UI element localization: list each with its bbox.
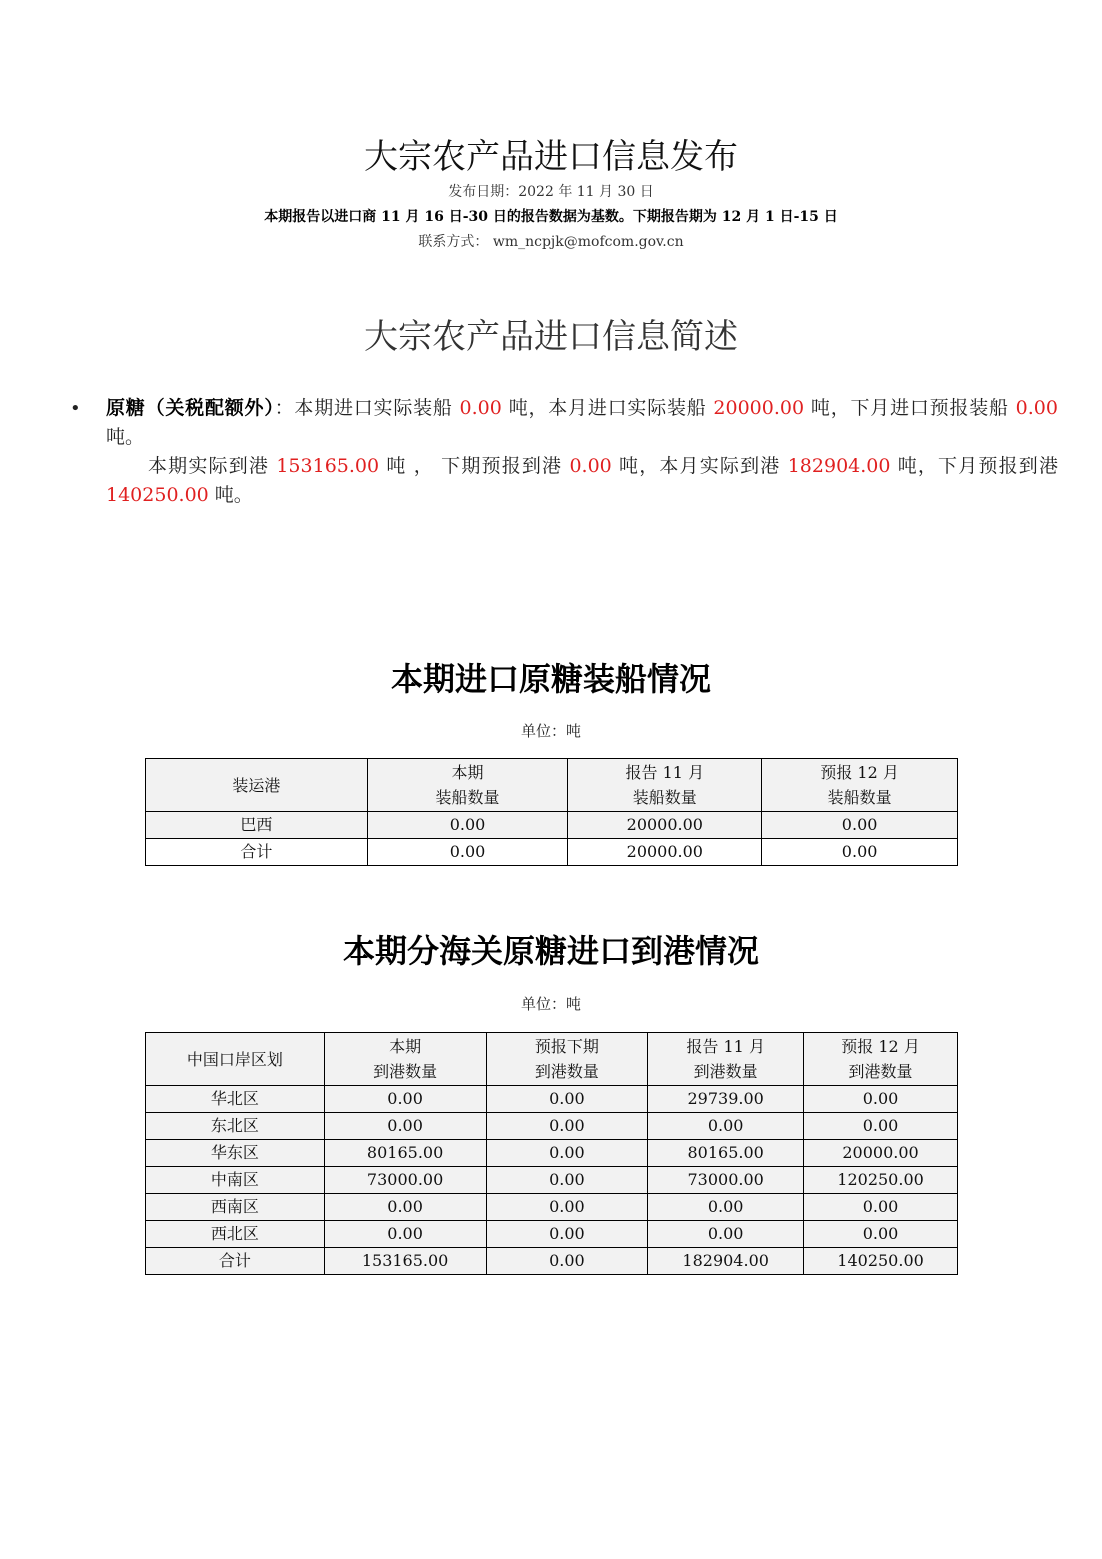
table-cell: 20000.00: [568, 839, 762, 866]
table-cell: 120250.00: [804, 1167, 958, 1194]
column-header: 预报下期 到港数量: [486, 1033, 648, 1086]
summary-value: 140250.00: [106, 484, 209, 506]
table-cell: 0.00: [648, 1221, 804, 1248]
table-cell: 73000.00: [324, 1167, 486, 1194]
table-cell: 0.00: [804, 1221, 958, 1248]
summary-line-1: [106, 394, 1058, 452]
table-cell: 华东区: [146, 1140, 325, 1167]
table-row-total: [146, 1248, 958, 1275]
table-cell: 华北区: [146, 1086, 325, 1113]
table-cell: 80165.00: [324, 1140, 486, 1167]
period-note: 本期报告以进口商 11 月 16 日-30 日的报告数据为基数。下期报告期为 12 月 1 日-15 日: [264, 209, 838, 225]
table-cell: 西南区: [146, 1194, 325, 1221]
table-cell: 0.00: [804, 1113, 958, 1140]
table-cell: 0.00: [762, 812, 958, 839]
summary-text: 吨。: [106, 426, 145, 448]
table-row: [146, 1086, 958, 1113]
table-cell: 0.00: [324, 1086, 486, 1113]
summary-block: [70, 394, 1058, 510]
summary-text: ：本期进口实际装船: [274, 397, 460, 419]
table-cell: 合计: [146, 1248, 325, 1275]
summary-value: 0.00: [569, 455, 612, 477]
column-header: 本期 装船数量: [367, 759, 568, 812]
column-header: 中国口岸区划: [146, 1033, 325, 1086]
column-header: 预报 12 月 装船数量: [762, 759, 958, 812]
summary-value: 0.00: [459, 397, 502, 419]
table-cell: 0.00: [324, 1194, 486, 1221]
column-header: 装运港: [146, 759, 368, 812]
table-cell: 0.00: [486, 1221, 648, 1248]
summary-line-2: [106, 452, 1058, 510]
summary-text: 本期实际到港: [148, 455, 277, 477]
summary-text: 吨，本月实际到港: [611, 455, 788, 477]
table-row: [146, 1194, 958, 1221]
table-cell: 140250.00: [804, 1248, 958, 1275]
summary-text: 吨，下月进口预报装船: [804, 397, 1016, 419]
bullet-icon: •: [70, 398, 81, 419]
table-cell: 0.00: [486, 1140, 648, 1167]
table-row: [146, 1167, 958, 1194]
table-cell: 29739.00: [648, 1086, 804, 1113]
arrival-table-title: 本期分海关原糖进口到港情况: [342, 932, 759, 970]
table-cell: 0.00: [648, 1194, 804, 1221]
summary-text: 吨，本月进口实际装船: [501, 397, 714, 419]
table-cell: 0.00: [648, 1113, 804, 1140]
table-cell: 0.00: [804, 1086, 958, 1113]
table-row: [146, 1221, 958, 1248]
table-cell: 0.00: [486, 1248, 648, 1275]
summary-value: 182904.00: [787, 455, 891, 477]
table-cell: 合计: [146, 839, 368, 866]
table-row: [146, 812, 958, 839]
table-cell: 0.00: [804, 1194, 958, 1221]
column-header: 报告 11 月 装船数量: [568, 759, 762, 812]
summary-value: 153165.00: [276, 455, 380, 477]
table-cell: 80165.00: [648, 1140, 804, 1167]
column-header: 预报 12 月 到港数量: [804, 1033, 958, 1086]
page-title: 大宗农产品进口信息发布: [364, 137, 738, 177]
table-cell: 西北区: [146, 1221, 325, 1248]
table-cell: 0.00: [367, 812, 568, 839]
arrival-unit: 单位：吨: [520, 995, 581, 1013]
summary-text: 吨。: [208, 484, 253, 506]
summary-value: 0.00: [1015, 397, 1058, 419]
table-cell: 0.00: [367, 839, 568, 866]
summary-text: 吨，下月预报到港: [890, 455, 1058, 477]
table-header-row: [146, 759, 958, 812]
table-cell: 0.00: [486, 1194, 648, 1221]
publish-date: 发布日期：2022 年 11 月 30 日: [448, 184, 654, 200]
table-cell: 0.00: [324, 1221, 486, 1248]
column-header: 本期 到港数量: [324, 1033, 486, 1086]
table-cell: 20000.00: [568, 812, 762, 839]
table-cell: 73000.00: [648, 1167, 804, 1194]
table-cell: 中南区: [146, 1167, 325, 1194]
summary-value: 20000.00: [713, 397, 805, 419]
table-cell: 0.00: [486, 1086, 648, 1113]
table-cell: 0.00: [486, 1113, 648, 1140]
column-header: 报告 11 月 到港数量: [648, 1033, 804, 1086]
table-row: [146, 839, 958, 866]
shipping-unit: 单位：吨: [520, 722, 581, 740]
summary-text: 吨 ， 下期预报到港: [379, 455, 570, 477]
table-cell: 0.00: [762, 839, 958, 866]
table-cell: 182904.00: [648, 1248, 804, 1275]
shipping-table-title: 本期进口原糖装船情况: [390, 660, 711, 698]
table-cell: 东北区: [146, 1113, 325, 1140]
summary-label: 原糖（关税配额外）: [106, 397, 275, 419]
summary-title: 大宗农产品进口信息简述: [364, 317, 738, 357]
table-cell: 0.00: [486, 1167, 648, 1194]
table-row: [146, 1113, 958, 1140]
arrival-table: [145, 1032, 958, 1275]
table-cell: 巴西: [146, 812, 368, 839]
table-cell: 153165.00: [324, 1248, 486, 1275]
table-cell: 20000.00: [804, 1140, 958, 1167]
table-row: [146, 1140, 958, 1167]
shipping-table: [145, 758, 958, 866]
table-cell: 0.00: [324, 1113, 486, 1140]
table-header-row: [146, 1033, 958, 1086]
contact-info: 联系方式： wm_ncpjk@mofcom.gov.cn: [418, 234, 684, 250]
